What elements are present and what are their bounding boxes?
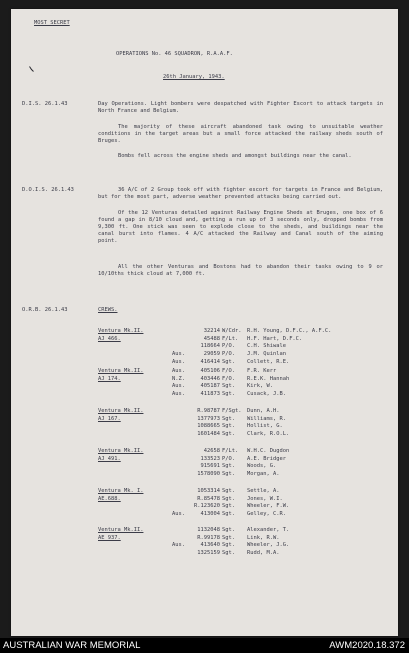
crew-aircraft-type: Ventura Mk. I.	[98, 488, 144, 494]
crew-member-number: 1377973	[197, 415, 220, 422]
crew-member-name: Jones, W.I.	[247, 495, 283, 502]
crew-member-rank: P/O.	[222, 343, 235, 350]
crew-member-rank: Sgt.	[222, 503, 235, 510]
section-ref: D.I.S. 26.1.43	[22, 101, 68, 107]
document-date: 26th January, 1943.	[163, 74, 225, 80]
crew-member-prefix: N.Z.	[172, 375, 185, 382]
footer-institution: AUSTRALIAN WAR MEMORIAL	[3, 640, 141, 651]
crew-member-name: Dunn, A.H.	[247, 408, 280, 414]
crew-member-name: Link, R.W.	[247, 534, 280, 541]
crew-member-name: Wheeler, F.W.	[247, 503, 290, 510]
crew-member-rank: P/O.	[222, 455, 235, 462]
crew-member-number: 1053314	[197, 488, 220, 494]
crew-member-number: 1578090	[197, 471, 220, 478]
crew-aircraft-serial: AJ 491.	[98, 455, 121, 462]
crew-member-prefix: Aus.	[172, 511, 185, 518]
crew-member-number: 411873	[200, 391, 220, 398]
archive-footer	[0, 638, 409, 653]
crew-member-number: R.98787	[197, 408, 220, 414]
crew-member-number: 403446	[200, 375, 220, 382]
crew-member-number: 1601484	[197, 431, 220, 438]
crew-member-rank: W/Cdr.	[222, 328, 242, 334]
section-paragraph: Day Operations. Light bombers were despatched with Fighter Escort to attack targets in North France and Belgium.	[98, 101, 383, 114]
section-paragraph: 36 A/C of 2 Group took off with fighter escort for targets in France and Belgium, but for the most part, adverse weather prevented attacks being carried out.	[98, 187, 383, 200]
crew-member-rank: Sgt.	[222, 463, 235, 470]
section-paragraph: The majority of these aircraft abandoned task owing to unsuitable weather conditions in the target areas but a small force attacked the railway sheds south of Bruges.	[98, 124, 383, 144]
crew-member-name: R.H. Young, D.F.C., A.F.C.	[247, 328, 332, 334]
classification-label: MOST SECRET	[34, 20, 70, 26]
crew-member-number: 42658	[203, 448, 220, 454]
crew-member-name: Cusack, J.B.	[247, 391, 286, 398]
crew-member-rank: F/Lt.	[222, 448, 239, 454]
crew-aircraft-type: Ventura Mk.II.	[98, 368, 144, 374]
crew-member-number: 133523	[200, 455, 220, 462]
crew-aircraft-serial: AJ 167.	[98, 415, 121, 422]
crew-member-rank: Sgt.	[222, 431, 235, 438]
crew-member-number: R.123620	[194, 503, 220, 510]
crew-aircraft-serial: AJ 174.	[98, 375, 121, 382]
crew-member-name: F.R. Kerr	[247, 368, 277, 374]
crew-aircraft-serial: AE 937.	[98, 534, 121, 541]
crew-member-number: 1088665	[197, 423, 220, 430]
crew-member-rank: P/O.	[222, 351, 235, 358]
crew-member-rank: Sgt.	[222, 550, 235, 557]
crew-aircraft-serial: AE.688.	[98, 495, 121, 502]
section-ref: D.O.I.S. 26.1.43	[22, 187, 74, 193]
crew-member-number: 29059	[203, 351, 220, 358]
crew-member-name: A.E. Bridger	[247, 455, 286, 462]
section-paragraph: Bombs fell across the engine sheds and amongst buildings near the canal.	[118, 153, 352, 159]
crew-member-rank: Sgt.	[222, 471, 235, 478]
crew-member-rank: Sgt.	[222, 527, 235, 533]
crew-member-name: Woods, G.	[247, 463, 277, 470]
crew-member-name: H.F. Hart, D.F.C.	[247, 335, 303, 342]
crew-member-rank: Sgt.	[222, 391, 235, 398]
crew-member-name: Gelley, C.R.	[247, 511, 286, 518]
section-paragraph: All the other Venturas and Bostons had to abandon their tasks owing to 9 or 10/10ths thick cloud at 7,000 ft.	[98, 264, 383, 277]
crew-member-rank: Sgt.	[222, 511, 235, 518]
section-paragraph: Of the 12 Venturas detailed against Railway Engine Sheds at Bruges, one box of 6 found a gap in 8/10 cloud and, getting a run up of 3 seconds only, dropped bombs from 9,300 ft. One stick was seen to explode close to the sheds, and buildings near the canal burst into flames. 4 A/C attacked the Railway and Canal south of the aiming point.	[98, 210, 383, 244]
pen-tick-mark	[29, 66, 34, 72]
crew-member-number: 413640	[200, 542, 220, 549]
crew-member-prefix: Aus.	[172, 358, 185, 365]
crew-member-name: Hollist, G.	[247, 423, 283, 430]
crew-member-prefix: Aus.	[172, 383, 185, 390]
crew-member-name: C.H. Shiwale	[247, 343, 286, 350]
crew-member-rank: Sgt.	[222, 488, 235, 494]
crew-aircraft-serial: AJ 466.	[98, 335, 121, 342]
crew-member-prefix: Aus.	[172, 542, 185, 549]
crew-member-name: Kirk, W.	[247, 383, 273, 390]
crew-member-number: 32214	[203, 328, 220, 334]
crew-member-rank: Sgt.	[222, 415, 235, 422]
section-heading: CREWS.	[98, 307, 118, 313]
crew-member-rank: Sgt.	[222, 495, 235, 502]
crew-member-name: R.E.K. Hannah	[247, 375, 290, 382]
crew-member-number: 416414	[200, 358, 220, 365]
document-title: OPERATIONS No. 46 SQUADRON, R.A.A.F.	[116, 51, 233, 57]
crew-member-number: 1325159	[197, 550, 220, 557]
footer-reference: AWM2020.18.372	[329, 640, 405, 651]
crew-member-rank: F/O.	[222, 375, 235, 382]
crew-member-name: Settle, A.	[247, 488, 280, 494]
crew-member-number: 915691	[200, 463, 220, 470]
crew-aircraft-type: Ventura Mk.II.	[98, 448, 144, 454]
crew-member-rank: Sgt.	[222, 383, 235, 390]
crew-member-rank: Sgt.	[222, 534, 235, 541]
crew-member-name: J.M. Quinlan	[247, 351, 286, 358]
crew-aircraft-type: Ventura Mk.II.	[98, 408, 144, 414]
crew-member-name: W.H.C. Dugdon	[247, 448, 290, 454]
crew-member-number: 45488	[203, 335, 220, 342]
crew-member-number: R.99178	[197, 534, 220, 541]
crew-member-rank: Sgt.	[222, 423, 235, 430]
crew-member-rank: Sgt.	[222, 358, 235, 365]
crew-member-number: 413004	[200, 511, 220, 518]
document-page	[11, 9, 398, 636]
crew-member-number: 405187	[200, 383, 220, 390]
section-ref: O.R.B. 26.1.43	[22, 307, 68, 313]
crew-member-prefix: Aus.	[172, 391, 185, 398]
crew-aircraft-type: Ventura Mk.II.	[98, 328, 144, 334]
crew-member-name: Rudd, M.A.	[247, 550, 280, 557]
crew-member-number: 405106	[200, 368, 220, 374]
crew-member-prefix: Aus.	[172, 368, 185, 374]
crew-aircraft-type: Ventura Mk.II.	[98, 527, 144, 533]
crew-member-rank: F/O.	[222, 368, 235, 374]
crew-member-number: 1132048	[197, 527, 220, 533]
crew-member-rank: F/Sgt.	[222, 408, 242, 414]
crew-member-name: Clark, R.O.L.	[247, 431, 290, 438]
crew-member-name: Collett, R.E.	[247, 358, 290, 365]
crew-member-rank: F/Lt.	[222, 335, 239, 342]
crew-member-prefix: Aus.	[172, 351, 185, 358]
crew-member-name: Williams, R.	[247, 415, 286, 422]
crew-member-number: 118664	[200, 343, 220, 350]
crew-member-name: Wheeler, J.G.	[247, 542, 290, 549]
crew-member-number: R.85478	[197, 495, 220, 502]
crew-member-name: Alexander, T.	[247, 527, 290, 533]
crew-member-name: Morgan, A.	[247, 471, 280, 478]
crew-member-rank: Sgt.	[222, 542, 235, 549]
